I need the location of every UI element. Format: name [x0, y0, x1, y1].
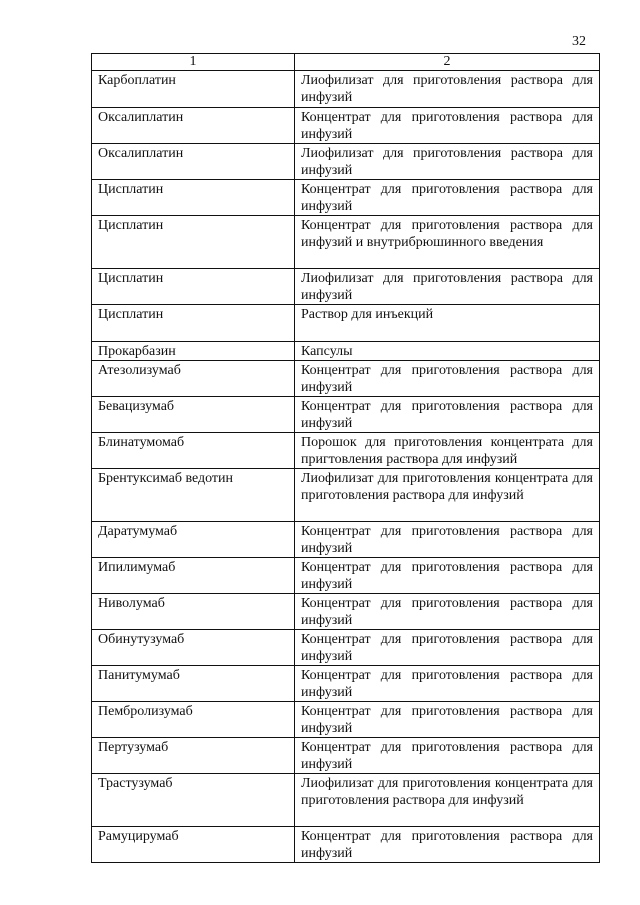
drug-name-cell: Ниволумаб: [92, 594, 295, 630]
dosage-form-cell: Концентрат для приготовления раствора для инфузий: [295, 522, 600, 558]
table-row: [92, 594, 600, 630]
drug-table: [91, 53, 600, 863]
table-row: [92, 630, 600, 666]
table-row: [92, 180, 600, 216]
drug-name-cell: Цисплатин: [92, 269, 295, 305]
column-header-2: 2: [295, 54, 600, 71]
dosage-form-cell: Концентрат для приготовления раствора для инфузий: [295, 738, 600, 774]
dosage-form-cell: Концентрат для приготовления раствора для инфузий: [295, 594, 600, 630]
table-row: [92, 144, 600, 180]
drug-name-cell: Пертузумаб: [92, 738, 295, 774]
column-header-1: 1: [92, 54, 295, 71]
table-row: [92, 361, 600, 397]
table-row: [92, 522, 600, 558]
dosage-form-cell: Лиофилизат для приготовления раствора для инфузий: [295, 71, 600, 108]
drug-name-cell: Цисплатин: [92, 305, 295, 342]
drug-name-cell: Оксалиплатин: [92, 108, 295, 144]
table-row: [92, 702, 600, 738]
drug-name-cell: Ипилимумаб: [92, 558, 295, 594]
drug-name-cell: Прокарбазин: [92, 342, 295, 361]
dosage-form-cell: Лиофилизат для приготовления раствора для инфузий: [295, 144, 600, 180]
page-number: 32: [572, 34, 586, 49]
table-row: [92, 827, 600, 863]
dosage-form-cell: Раствор для инъекций: [295, 305, 600, 342]
drug-name-cell: Карбоплатин: [92, 71, 295, 108]
drug-name-cell: Атезолизумаб: [92, 361, 295, 397]
table-row: [92, 305, 600, 342]
dosage-form-cell: Лиофилизат для приготовления концентрата для приготовления раствора для инфузий: [295, 774, 600, 827]
drug-name-cell: Оксалиплатин: [92, 144, 295, 180]
dosage-form-cell: Концентрат для приготовления раствора для инфузий: [295, 630, 600, 666]
table-row: [92, 397, 600, 433]
dosage-form-cell: Концентрат для приготовления раствора для инфузий: [295, 702, 600, 738]
drug-name-cell: Блинатумомаб: [92, 433, 295, 469]
drug-name-cell: Бевацизумаб: [92, 397, 295, 433]
dosage-form-cell: Концентрат для приготовления раствора для инфузий: [295, 827, 600, 863]
table-row: [92, 738, 600, 774]
drug-name-cell: Панитумумаб: [92, 666, 295, 702]
table-row: [92, 774, 600, 827]
dosage-form-cell: Концентрат для приготовления раствора для инфузий: [295, 180, 600, 216]
table-row: [92, 71, 600, 108]
dosage-form-cell: Лиофилизат для приготовления раствора для инфузий: [295, 269, 600, 305]
table-body: [92, 71, 600, 863]
dosage-form-cell: Концентрат для приготовления раствора для инфузий и внутрибрюшинного введения: [295, 216, 600, 269]
drug-name-cell: Обинутузумаб: [92, 630, 295, 666]
table-row: [92, 342, 600, 361]
dosage-form-cell: Концентрат для приготовления раствора для инфузий: [295, 108, 600, 144]
dosage-form-cell: Лиофилизат для приготовления концентрата для приготовления раствора для инфузий: [295, 469, 600, 522]
drug-name-cell: Пембролизумаб: [92, 702, 295, 738]
drug-name-cell: Даратумумаб: [92, 522, 295, 558]
table-row: [92, 433, 600, 469]
table-row: [92, 108, 600, 144]
table-row: [92, 269, 600, 305]
table-row: [92, 666, 600, 702]
drug-name-cell: Трастузумаб: [92, 774, 295, 827]
dosage-form-cell: Концентрат для приготовления раствора для инфузий: [295, 397, 600, 433]
drug-name-cell: Брентуксимаб ведотин: [92, 469, 295, 522]
dosage-form-cell: Концентрат для приготовления раствора для инфузий: [295, 666, 600, 702]
dosage-form-cell: Порошок для приготовления концентрата для пригтовления раствора для инфузий: [295, 433, 600, 469]
dosage-form-cell: Концентрат для приготовления раствора для инфузий: [295, 361, 600, 397]
drug-name-cell: Цисплатин: [92, 180, 295, 216]
table-header-row: [92, 54, 600, 71]
dosage-form-cell: Концентрат для приготовления раствора для инфузий: [295, 558, 600, 594]
table-row: [92, 558, 600, 594]
table-row: [92, 216, 600, 269]
table-row: [92, 469, 600, 522]
drug-name-cell: Рамуцирумаб: [92, 827, 295, 863]
drug-name-cell: Цисплатин: [92, 216, 295, 269]
dosage-form-cell: Капсулы: [295, 342, 600, 361]
